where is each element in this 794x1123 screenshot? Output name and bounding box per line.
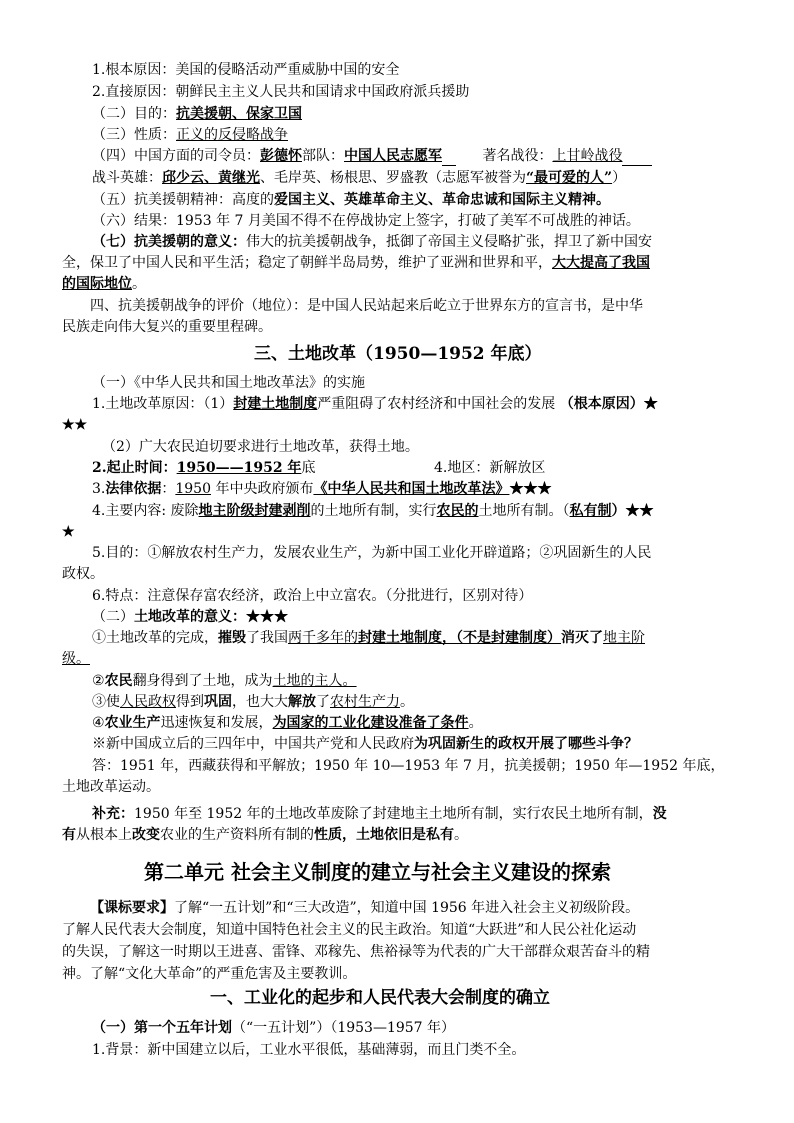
text-line: （七）抗美援朝的意义：伟大的抗美援朝战争，抵御了帝国主义侵略扩张，捍卫了新中国安 — [92, 234, 652, 250]
text-line: （一）《中华人民共和国土地改革法》的实施 — [92, 375, 365, 391]
section-heading: 一、工业化的起步和人民代表大会制度的确立 — [210, 988, 550, 1008]
section-heading: 三、土地改革（1950—1952 年底） — [254, 344, 542, 364]
text-line: 6.特点：注意保存富农经济，政治上中立富农。（分批进行，区别对待） — [92, 588, 533, 604]
text-line: 四、抗美援朝战争的评价（地位）：是中国人民站起来后屹立于世界东方的宣言书，是中华 — [90, 298, 643, 314]
text-line: 战斗英雄：邱少云、黄继光、毛岸英、杨根思、罗盛教（志愿军被誉为“最可爱的人”） — [92, 170, 627, 186]
text-line: 4.地区：新解放区 — [434, 460, 546, 476]
text-line: 5.目的：①解放农村生产力，发展农业生产，为新中国工业化开辟道路；②巩固新生的人民 — [92, 545, 652, 561]
text-line: 【课标要求】了解“一五计划”和“三大改造”，知道中国 1956 年进入社会主义初级阶段。 — [90, 900, 640, 916]
text-line: ※新中国成立后的三四年中，中国共产党和人民政府为巩固新生的政权开展了哪些斗争？ — [92, 736, 638, 752]
text-line: 民族走向伟大复兴的重要里程碑。 — [62, 319, 272, 335]
text-line: ②农民翻身得到了土地，成为土地的主人。 — [92, 673, 357, 689]
text-line: 1.土地改革原因：（1）封建土地制度严重阻碍了农村经济和中国社会的发展 （根本原因）★ — [92, 396, 658, 412]
text-line: （五）抗美援朝精神：高度的爱国主义、英雄革命主义、革命忠诚和国际主义精神。 — [92, 192, 610, 208]
text-line: 级。 — [62, 651, 90, 667]
text-line: （一）第一个五年计划（“一五计划”）（1953—1957 年） — [92, 1020, 456, 1036]
text-line: （三）性质：正义的反侵略战争 — [92, 127, 288, 143]
text-line: 1.背景：新中国建立以后，工业水平很低，基础薄弱，而且门类不全。 — [92, 1042, 526, 1058]
text-line: 全，保卫了中国人民和平生活；稳定了朝鲜半岛局势，维护了亚洲和世界和平，大大提高了我国 — [62, 255, 650, 271]
text-line: 的失误，了解这一时期以王进喜、雷锋、邓稼先、焦裕禄等为代表的广大干部群众艰苦奋斗的精 — [62, 944, 650, 960]
unit-title: 第二单元 社会主义制度的建立与社会主义建设的探索 — [144, 860, 611, 884]
text-line: 政权。 — [62, 566, 104, 582]
text-line: 神。了解“文化大革命”的严重危害及主要教训。 — [62, 966, 357, 982]
text-line: （二）目的：抗美援朝、保家卫国 — [92, 106, 302, 122]
text-line: 1.根本原因：美国的侵略活动严重威胁中国的安全 — [92, 62, 400, 78]
text-line: ①土地改革的完成，摧毁了我国两千多年的封建土地制度，（不是封建制度）消灭了地主阶 — [92, 630, 645, 646]
text-line: 补充：1950 年至 1952 年的土地改革废除了封建地主土地所有制，实行农民土地所有制，没 — [92, 806, 667, 822]
text-line: （二）土地改革的意义：★★★ — [92, 609, 288, 625]
text-line: ③使人民政权得到巩固，也大大解放了农村生产力。 — [92, 694, 414, 710]
text-line: ★ — [62, 524, 75, 540]
text-line: （2）广大农民迫切要求进行土地改革，获得土地。 — [102, 439, 419, 455]
text-line: ★★ — [62, 417, 88, 433]
text-line: （六）结果：1953 年 7 月美国不得不在停战协定上签字，打破了美军不可战胜的神话。 — [92, 213, 640, 229]
text-line: （四）中国方面的司令员：彭德怀部队：中国人民志愿军 著名战役：上甘岭战役 — [92, 146, 652, 166]
text-line: 土地改革运动。 — [62, 779, 160, 795]
text-line: 2.起止时间：1950——1952 年底 — [92, 460, 316, 476]
text-line: 了解人民代表大会制度，知道中国特色社会主义的民主政治。知道“大跃进”和人民公社化运动 — [62, 922, 637, 938]
text-line: 4.主要内容: 废除地主阶级封建剥削的土地所有制，实行农民的土地所有制。（私有制）★★ — [92, 503, 654, 519]
text-line: ④农业生产迅速恢复和发展，为国家的工业化建设准备了条件。 — [92, 715, 483, 731]
text-line: 答：1951 年，西藏获得和平解放；1950 年 10—1953 年 7 月，抗美援朝；1950 年—1952 年底， — [92, 758, 725, 774]
text-line: 有从根本上改变农业的生产资料所有制的性质，土地依旧是私有。 — [62, 827, 468, 843]
text-line: 3.法律依据：1950 年中央政府颁布《中华人民共和国土地改革法》★★★ — [92, 481, 552, 497]
text-line: 2.直接原因：朝鲜民主主义人民共和国请求中国政府派兵援助 — [92, 84, 470, 100]
text-line: 的国际地位。 — [62, 276, 146, 292]
